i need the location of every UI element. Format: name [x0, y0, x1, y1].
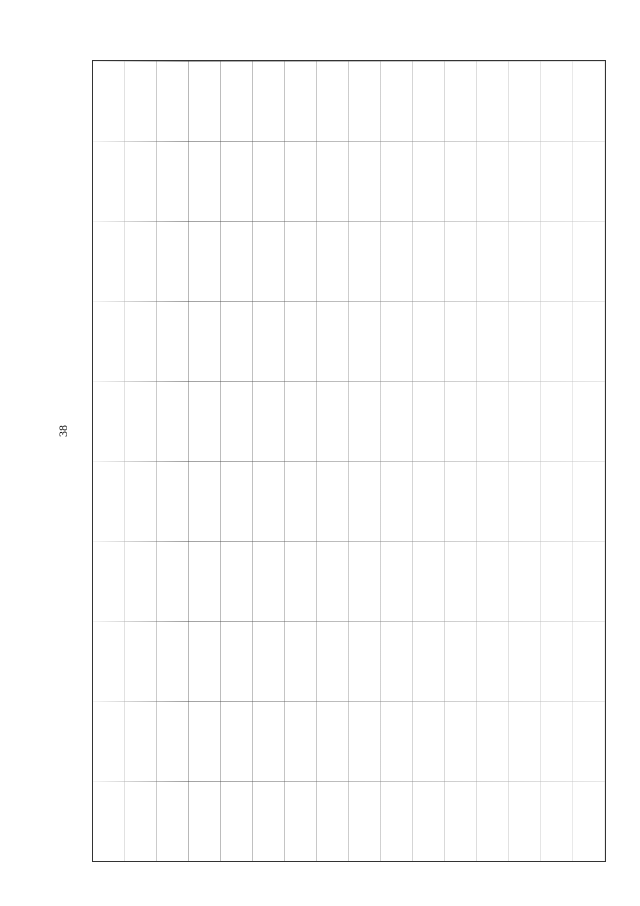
page-number: 38: [56, 425, 70, 437]
rotated-table: [92, 60, 606, 862]
table-texture: [93, 61, 605, 861]
